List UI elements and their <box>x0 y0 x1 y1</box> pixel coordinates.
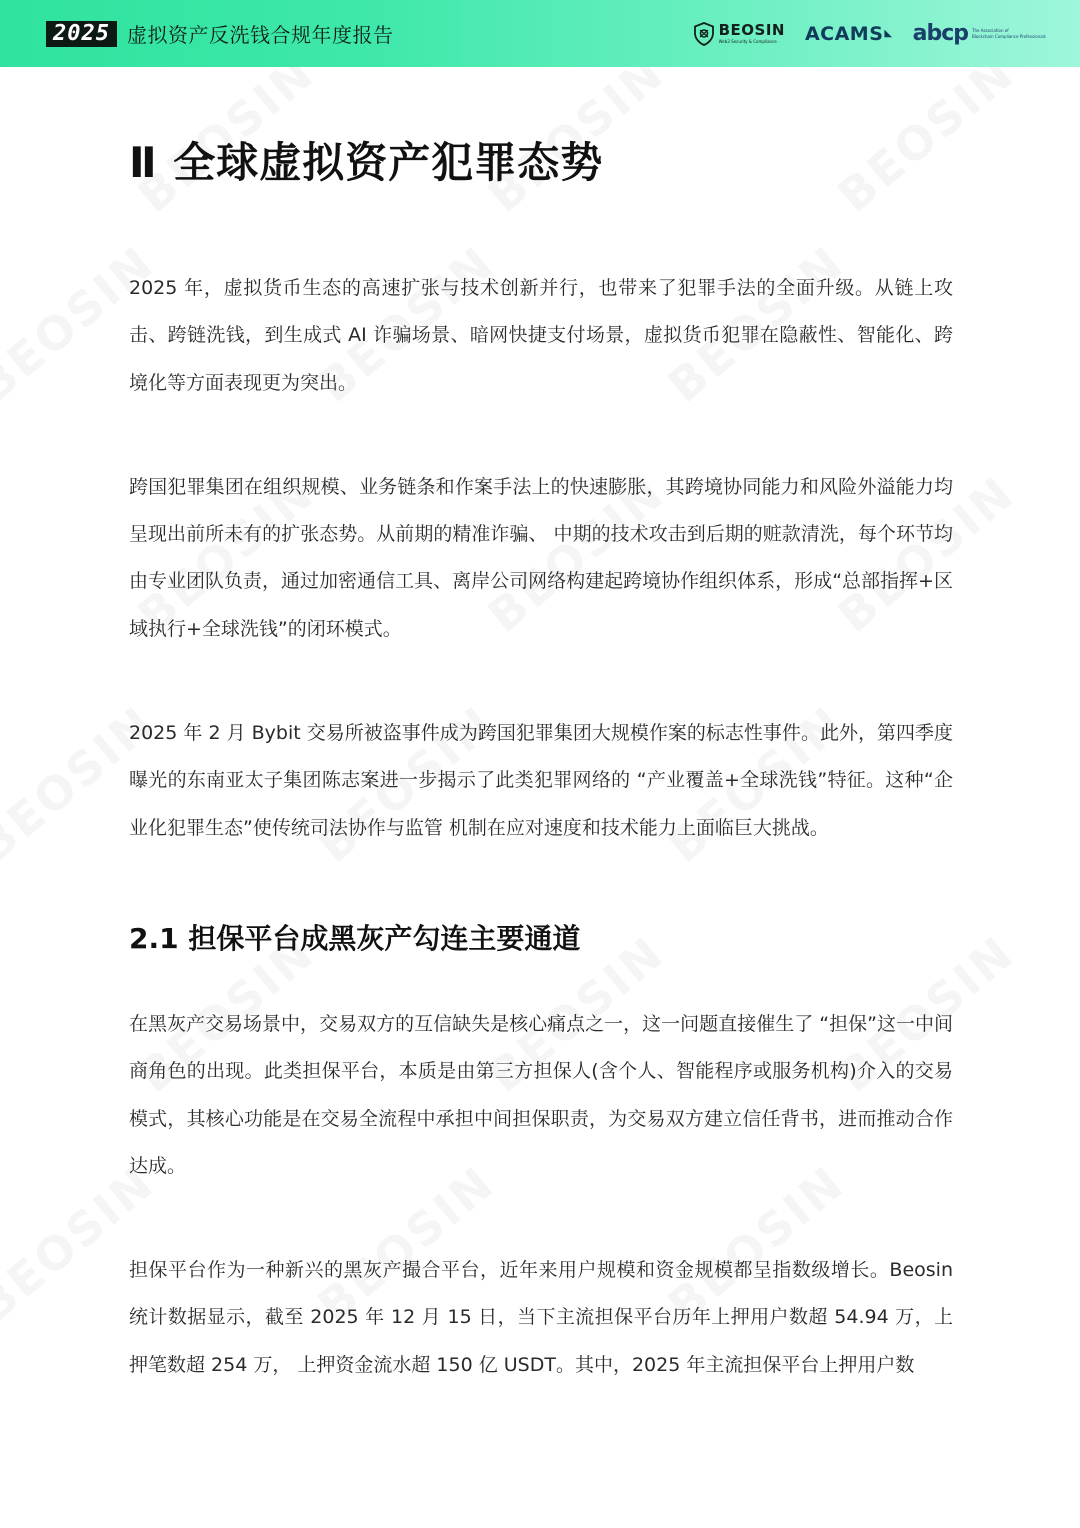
paragraph-3: 2025 年 2 月 Bybit 交易所被盗事件成为跨国犯罪集团大规模作案的标志性事件。此外，第四季度曝光的东南亚太子集团陈志案进一步揭示了此类犯罪网络的 “产业覆盖+全球洗钱”特征。这种“企业化犯罪生态”使传统司法协作与监管 机制在应对速度和技术能力上面临巨大挑战。 <box>129 722 953 839</box>
acams-flag-icon: ◣ <box>884 28 893 39</box>
section-title: 2.1 担保平台成黑灰产勾连主要通道 <box>129 921 581 955</box>
beosin-logo-name: BEOSIN <box>718 21 785 39</box>
report-header <box>0 0 1080 67</box>
partner-logos <box>693 0 1056 67</box>
paragraph-5: 担保平台作为一种新兴的黑灰产撮合平台，近年来用户规模和资金规模都呈指数级增长。Beosin 统计数据显示，截至 2025 年 12 月 15 日，当下主流担保平台历年上押用户数超 54.94 万，上押笔数超 254 万， 上押资金流水超 150 亿 USDT。其中，2025 年主流担保平台上押用户数 <box>129 1259 953 1376</box>
page-content <box>129 130 953 1389</box>
abcp-logo-mark: abcp <box>912 21 968 46</box>
chapter-title: Ⅱ 全球虚拟资产犯罪态势 <box>129 138 604 187</box>
paragraph-1: 2025 年，虚拟货币生态的高速扩张与技术创新并行，也带来了犯罪手法的全面升级。从链上攻击、跨链洗钱，到生成式 AI 诈骗场景、暗网快捷支付场景，虚拟货币犯罪在隐蔽性、智能化、跨境化等方面表现更为突出。 <box>129 277 953 394</box>
beosin-shield-icon <box>693 22 715 46</box>
beosin-logo-tagline: Web3 Security & Compliance <box>718 39 777 44</box>
paragraph-4: 在黑灰产交易场景中，交易双方的互信缺失是核心痛点之一，这一问题直接催生了 “担保”这一中间商角色的出现。此类担保平台，本质是由第三方担保人(含个人、智能程序或服务机构)介入的交易模式，其核心功能是在交易全流程中承担中间担保职责，为交易双方建立信任背书，进而推动合作达成。 <box>129 1012 953 1177</box>
acams-logo <box>805 23 893 45</box>
beosin-logo <box>693 22 785 46</box>
acams-logo-text: ACAMS <box>804 22 884 45</box>
abcp-tagline-line-2: Blockchain Compliance Professionals <box>972 33 1046 39</box>
year-badge: 2025 <box>46 21 117 47</box>
paragraph-2: 跨国犯罪集团在组织规模、业务链条和作案手法上的快速膨胀，其跨境协同能力和风险外溢能力均呈现出前所未有的扩张态势。从前期的精准诈骗、 中期的技术攻击到后期的赃款清洗，每个环节均由专业团队负责，通过加密通信工具、离岸公司网络构建起跨境协作组织体系，形成“总部指挥+区域执行+全球洗钱”的闭环模式。 <box>129 475 953 640</box>
abcp-tagline-line-1: The Association of <box>972 28 1009 34</box>
abcp-logo <box>913 21 1056 46</box>
report-title: 虚拟资产反洗钱合规年度报告 <box>126 23 394 47</box>
